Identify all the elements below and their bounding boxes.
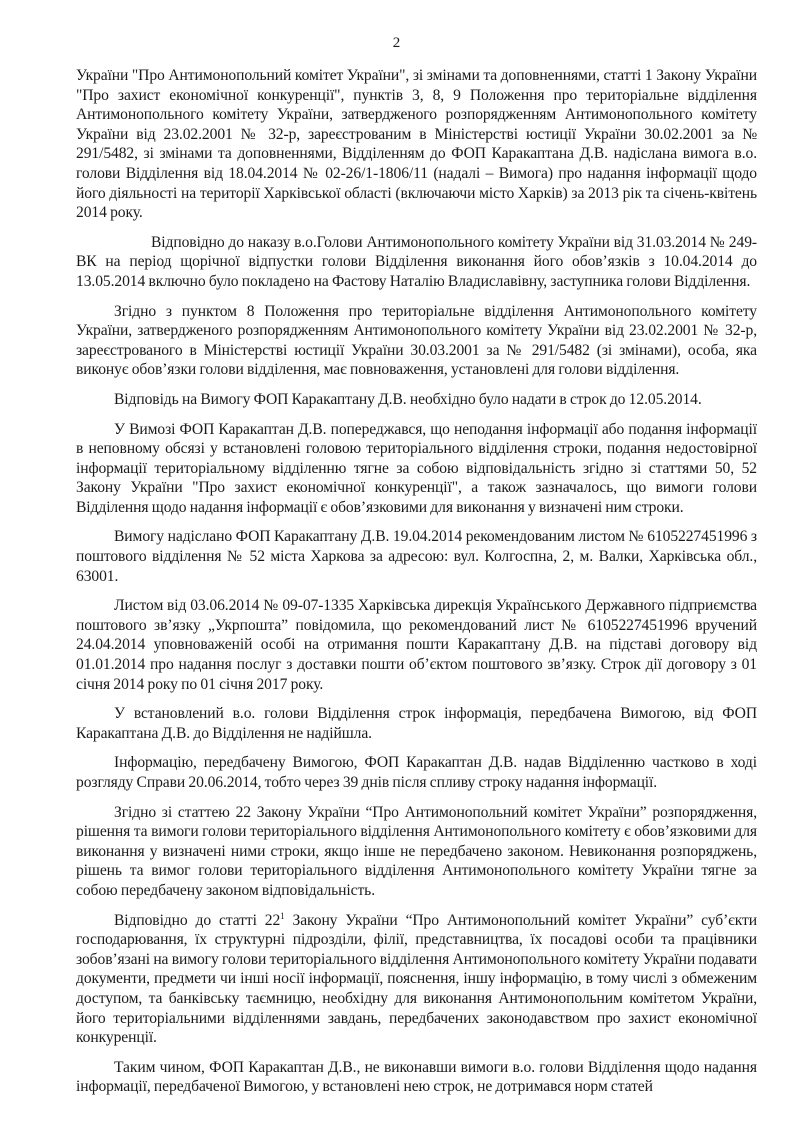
paragraph-article-22: Згідно зі статтею 22 Закону України “Про Антимонопольний комітет України” розпорядження, рішення та вимоги голови територіального відділення Антимонопольного комітету є обов’язковими для виконання у визначені ними строки, якщо інше не передбачено законом. Невиконання розпоряджень, рішень та вимог голови територіального відділення Антимонопольного комітету України тягне за собою передбачену законом відповідальність. (76, 803, 757, 899)
paragraph-article-22-1 (76, 911, 757, 1048)
paragraph-letter-sent: Вимогу надіслано ФОП Каракаптану Д.В. 19.04.2014 рекомендованим листом № 6105227451996 з поштового відділення № 52 міста Харкова за адресою: вул. Колгоспна, 2, м. Валки, Харківська обл., 63001. (76, 528, 757, 585)
article-22-1-text-before: Відповідно до статті 22 (114, 911, 281, 929)
paragraph-continuation: України "Про Антимонопольний комітет України", зі змінами та доповненнями, статті 1 Закону України "Про захист економічної конкуренції", пунктів 3, 8, 9 Положення про територіальне відділення Антимонопольного комітету України, затвердженого розпорядженням Антимонопольного комітету України від 23.02.2001 № 32-р, зареєстрованим в Міністерстві юстиції України 30.02.2001 за № 291/5482, зі змінами та доповненнями, Відділенням до ФОП Каракаптана Д.В. надіслана вимога в.о. голови Відділення від 18.04.2014 № 02-26/1-1806/11 (надалі – Вимога) про надання інформації щодо його діяльності на території Харківської області (включаючи місто Харків) за 2013 рік та січень-квітень 2014 року. (76, 67, 757, 222)
paragraph-ukrposhta-letter: Листом від 03.06.2014 № 09-07-1335 Харківська дирекція Українського Державного підприємства поштового зв’язку „Укрпошта” повідомила, що рекомендований лист № 6105227451996 вручений 24.04.2014 уповноваженій особі на отримання пошти Каракаптану Д.В. на підставі договору від 01.01.2014 про надання послуг з доставки пошти об’єктом поштового зв’язку. Строк дії договору з 01 січня 2014 року по 01 січня 2017 року. (76, 597, 757, 693)
paragraph-warning: У Вимозі ФОП Каракаптан Д.В. попереджався, що неподання інформації або подання інформації в неповному обсязі у встановлені головою територіального відділення строки, подання недостовірної інформації територіальному відділенню тягне за собою відповідальність згідно зі статтями 50, 52 Закону України "Про захист економічної конкуренції", а також зазначалось, що вимоги голови Відділення щодо надання інформації є обов’язковими для виконання у визначені ним строки. (76, 420, 757, 516)
document-body (76, 66, 757, 1107)
paragraph-regulation-point-8: Згідно з пунктом 8 Положення про територіальне відділення Антимонопольного комітету України, затвердженого розпорядженням Антимонопольного комітету України від 23.02.2001 № 32-р, зареєстрованого в Міністерстві юстиції України 30.03.2001 за № 291/5482 (зі змінами), особа, яка виконує обов’язки голови відділення, має повноваження, установлені для голови відділення. (76, 302, 757, 379)
article-22-1-text-after: Закону України “Про Антимонопольний комітет України” суб’єкти господарювання, їх структурні підрозділи, філії, представництва, їх посадові особи та працівники зобов’язані на вимогу голови територіального відділення Антимонопольного комітету України подавати документи, предмети чи інші носії інформації, пояснення, іншу інформацію, в тому числі з обмеженим доступом, та банківську таємницю, необхідну для виконання Антимонопольним комітетом України, його територіальними відділеннями завдань, передбачених законодавством про захист економічної конкуренції. (76, 911, 757, 1047)
paragraph-acting-head-order: Відповідно до наказу в.о.Голови Антимонопольного комітету України від 31.03.2014 № 249-ВК на період щорічної відпустки голови Відділення виконання його обов’язків з 10.04.2014 до 13.05.2014 включно було покладено на Фастову Наталію Владиславівну, заступника голови Відділення. (76, 233, 757, 290)
paragraph-response-deadline: Відповідь на Вимогу ФОП Каракаптану Д.В. необхідно було надати в строк до 12.05.2014. (114, 390, 702, 408)
paragraph-conclusion: Таким чином, ФОП Каракаптан Д.В., не виконавши вимоги в.о. голови Відділення щодо надання інформації, передбаченої Вимогою, у встановлені нею строк, не дотримався норм статей (76, 1058, 757, 1096)
page-number: 2 (392, 35, 401, 51)
paragraph-partial-information: Інформацію, передбачену Вимогою, ФОП Каракаптан Д.В. надав Відділенню частково в ході розгляду Справи 20.06.2014, тобто через 39 днів після спливу строку надання інформації. (76, 754, 757, 791)
article-superscript: 1 (280, 910, 285, 921)
paragraph-no-information: У встановлений в.о. голови Відділення строк інформація, передбачена Вимогою, від ФОП Каракаптана Д.В. до Відділення не надійшла. (76, 705, 757, 742)
